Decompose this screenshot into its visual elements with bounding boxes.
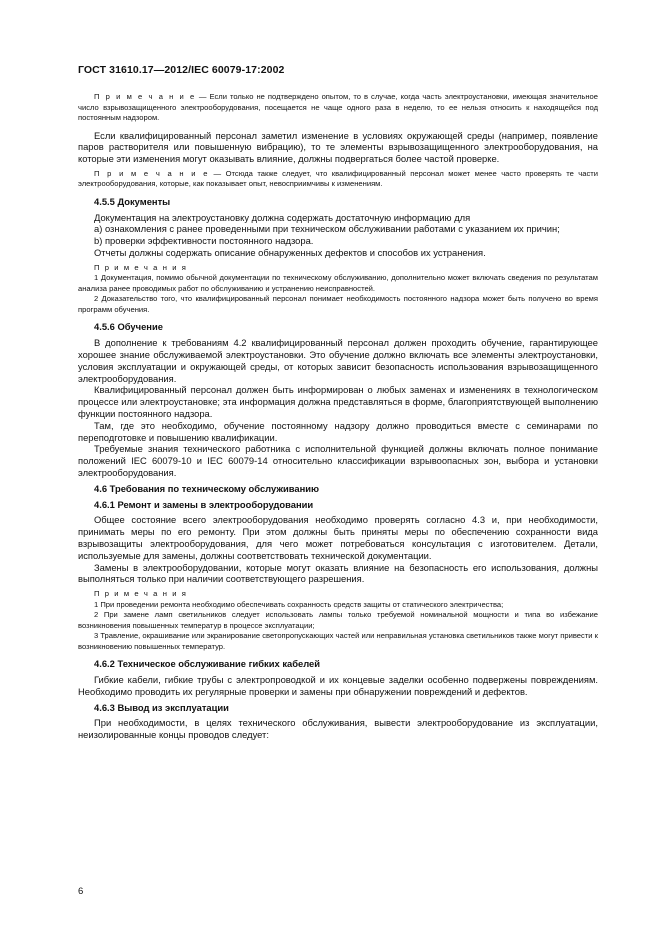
note-item: 1 При проведении ремонта необходимо обеспечивать сохранность средств защиты от статического электричества; bbox=[94, 599, 504, 609]
note-label: П р и м е ч а н и е bbox=[94, 168, 210, 178]
list-item-b: b) проверки эффективности постоянного надзора. bbox=[94, 235, 314, 247]
body-paragraph: Общее состояние всего электрооборудования необходимо проверять согласно 4.3 и, при необходимости, принимать меры по его ремонту. При этом должны быть приняты меры по обеспечению сохранности вида взрывозащиты электрооборудования, для чего может потребоваться консультация с изготовителем. Детали, используемые для замены, должны соответствовать технической документации. bbox=[78, 514, 598, 561]
note-item: 2 Доказательство того, что квалифицированный персонал понимает необходимость постоянного надзора может быть получено во время программ обучения. bbox=[78, 294, 598, 314]
body-paragraph: В дополнение к требованиям 4.2 квалифицированный персонал должен проходить обучение, гарантирующее хорошее знание обслуживаемой электроустановки. Это обучение должно включать все элементы электроустановки, условия эксплуатации и окружающей среды, от которых зависит безопасность использования взрывозащищенного электрооборудования. bbox=[78, 337, 598, 384]
notes-label: П р и м е ч а н и я bbox=[94, 262, 188, 272]
note-paragraph bbox=[78, 92, 598, 124]
note-label: П р и м е ч а н и е bbox=[94, 92, 196, 101]
body-paragraph: Гибкие кабели, гибкие трубы с электропроводкой и их концевые заделки особенно подвержены повреждениям. Необходимо проводить их регулярные проверки и замены при обнаружении повреждений и дефектов. bbox=[78, 673, 598, 697]
page-content bbox=[78, 92, 598, 741]
body-paragraph: Замены в электрооборудовании, которые могут оказать влияние на безопасность его использования, должны выполняться только при наличии соответствующего разрешения. bbox=[78, 561, 598, 585]
body-paragraph: Отчеты должны содержать описание обнаруженных дефектов и способов их устранения. bbox=[94, 247, 486, 259]
body-paragraph: Квалифицированный персонал должен быть информирован о любых заменах и изменениях в технологическом процессе или электроустановке; эта информация должна представляться в форме, благоприятствующей выполнению функции постоянного надзора. bbox=[78, 384, 598, 419]
body-paragraph: При необходимости, в целях технического обслуживания, вывести электрооборудование из эксплуатации, неизолированные концы проводов следует: bbox=[78, 717, 598, 741]
note-text: — Если только не подтверждено опытом, то в случае, когда часть электроустановки, имеющая значительное число взрывозащищенного электрооборудования, посещается не чаще одного раза в неделю, то ее нельзя относить к находящейся под постоянным надзором. bbox=[78, 92, 598, 122]
body-paragraph: Требуемые знания технического работника с исполнительной функцией должны включать полное понимание положений IEC 60079-10 и IEC 60079-14 относительно классификации взрывоопасных зон, выбора и установки электрооборудования. bbox=[78, 443, 598, 478]
note-item: 3 Травление, окрашивание или экранирование светопропускающих частей или неправильная установка светильников также могут привести к возникновению повышенных температур. bbox=[78, 631, 598, 651]
notes-label: П р и м е ч а н и я bbox=[94, 589, 188, 599]
section-heading-4-6-2: 4.6.2 Техническое обслуживание гибких кабелей bbox=[94, 658, 321, 670]
section-heading-4-5-5: 4.5.5 Документы bbox=[94, 195, 171, 207]
page-number: 6 bbox=[78, 886, 84, 897]
body-paragraph: Там, где это необходимо, обучение постоянному надзору должно проводиться вместе с семинарами по переподготовке и повышению квалификации. bbox=[78, 419, 598, 443]
section-heading-4-6-1: 4.6.1 Ремонт и замены в электрооборудовании bbox=[94, 498, 314, 510]
section-heading-4-6-3: 4.6.3 Вывод из эксплуатации bbox=[94, 701, 229, 713]
section-heading-4-5-6: 4.5.6 Обучение bbox=[94, 321, 163, 333]
note-item: 1 Документация, помимо обычной документации по техническому обслуживанию, дополнительно может включать сведения по результатам анализа ранее проводимых работ по обслуживанию и устранению неисправностей. bbox=[78, 273, 598, 293]
body-paragraph: Если квалифицированный персонал заметил изменение в условиях окружающей среды (например, появление паров растворителя или повышенную вибрацию), то те элементы взрывозащищенного электрооборудования, на которые эти изменения могут оказывать влияние, должны подвергаться более частой проверке. bbox=[78, 129, 598, 165]
list-item-a: a) ознакомления с ранее проведенными при техническом обслуживании работами с указанием их причин; bbox=[94, 223, 560, 235]
document-code-header: ГОСТ 31610.17—2012/IEC 60079-17:2002 bbox=[78, 64, 285, 76]
note-item: 2 При замене ламп светильников следует использовать лампы только требуемой номинальной мощности и типа во избежание возникновения повышенных температур в процессе эксплуатации; bbox=[78, 610, 598, 630]
body-paragraph: Документация на электроустановку должна содержать достаточную информацию для bbox=[94, 211, 471, 223]
section-heading-4-6: 4.6 Требования по техническому обслуживанию bbox=[94, 482, 320, 494]
note-paragraph bbox=[78, 169, 598, 190]
note-text: — Отсюда также следует, что квалифицированный персонал может менее часто проверять те части электрооборудования, которые, как показывает опыт, невосприимчивы к изменениям. bbox=[78, 168, 599, 189]
